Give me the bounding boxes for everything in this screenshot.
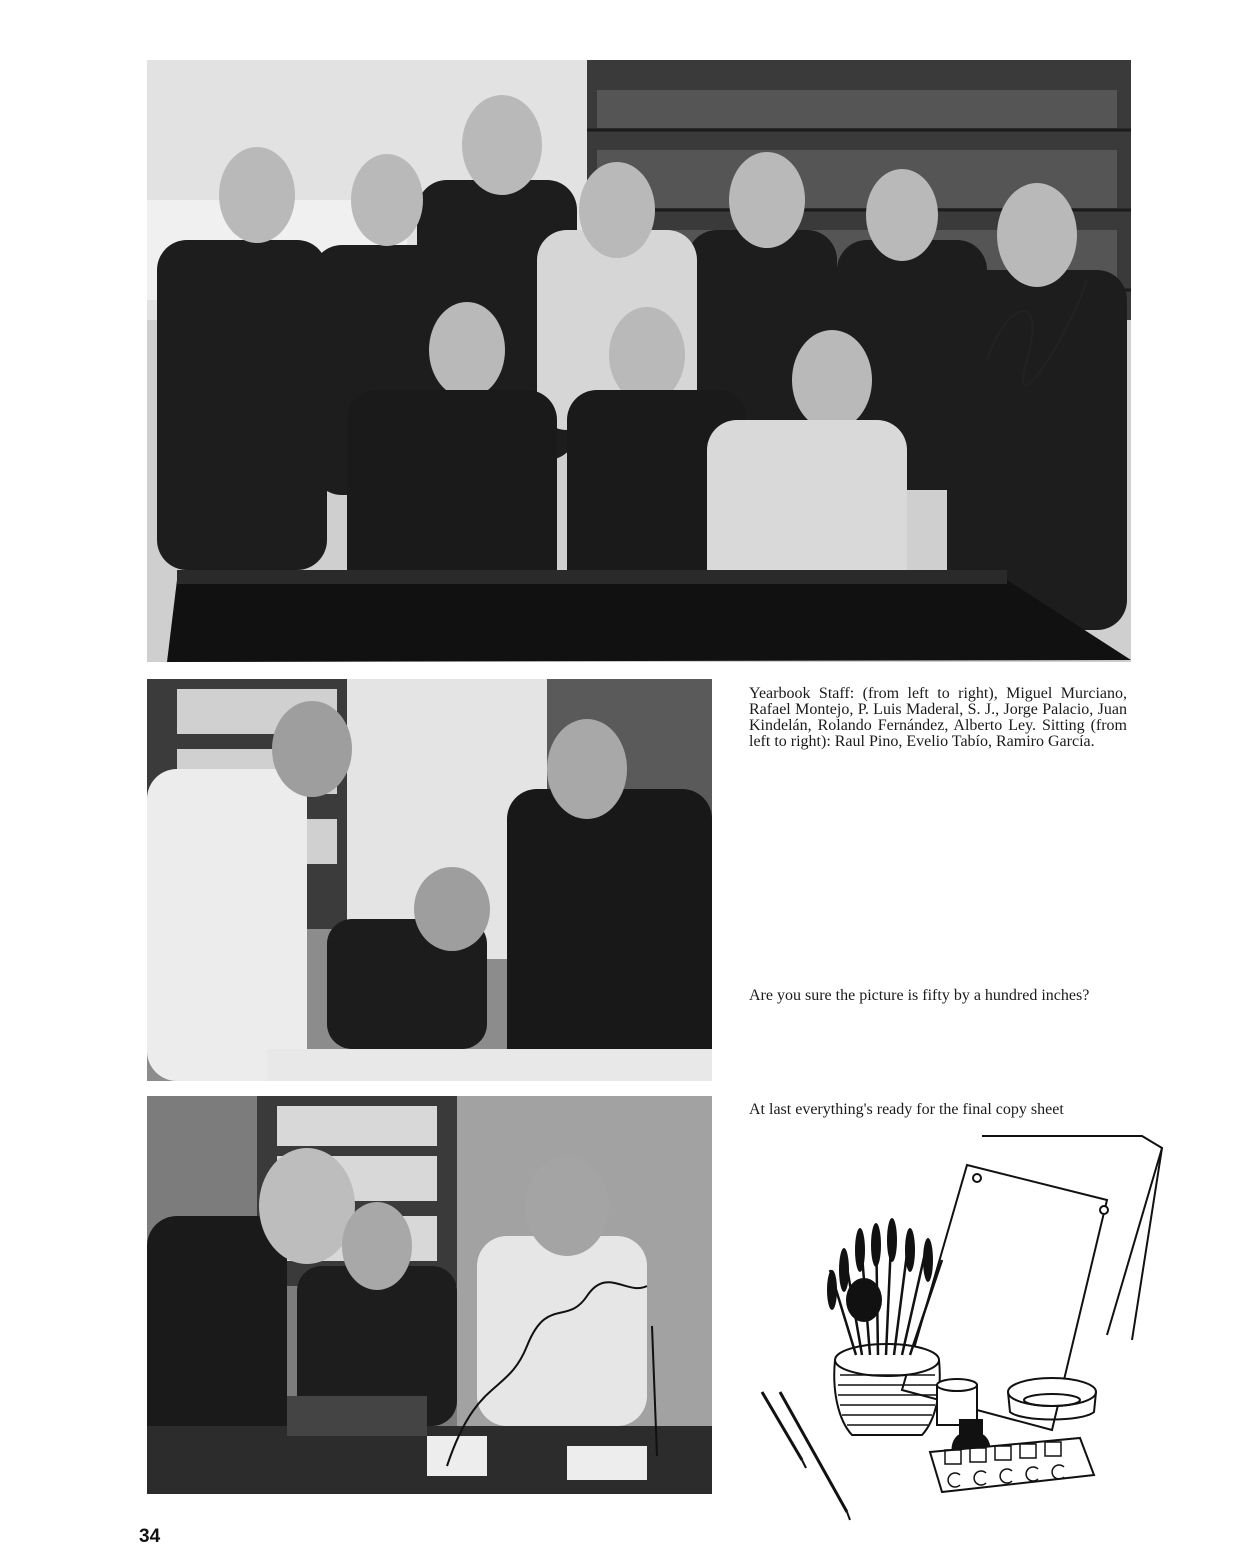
page-number: 34 <box>139 1526 161 1547</box>
group-photo-image <box>147 60 1131 662</box>
typewriter-photo-image <box>147 1096 712 1494</box>
ready-caption: At last everything's ready for the final copy sheet <box>749 1101 1064 1118</box>
staff-caption: Yearbook Staff: (from left to right), Miguel Murciano, Rafael Montejo, P. Luis Maderal, S. J., Jorge Palacio, Juan Kindelán, Rolando Fernández, Alberto Ley. Sitting (from left to right): Raul Pino, Evelio Tabío, Ramiro García. <box>749 685 1127 750</box>
typewriter-photo <box>147 1096 712 1494</box>
art-supplies-svg <box>752 1130 1172 1530</box>
staff-working-photo <box>147 679 712 1081</box>
question-caption: Are you sure the picture is fifty by a hundred inches? <box>749 987 1090 1004</box>
staff-working-photo-image <box>147 679 712 1081</box>
art-supplies-drawing-icon <box>752 1130 1172 1530</box>
group-photo <box>147 60 1131 662</box>
